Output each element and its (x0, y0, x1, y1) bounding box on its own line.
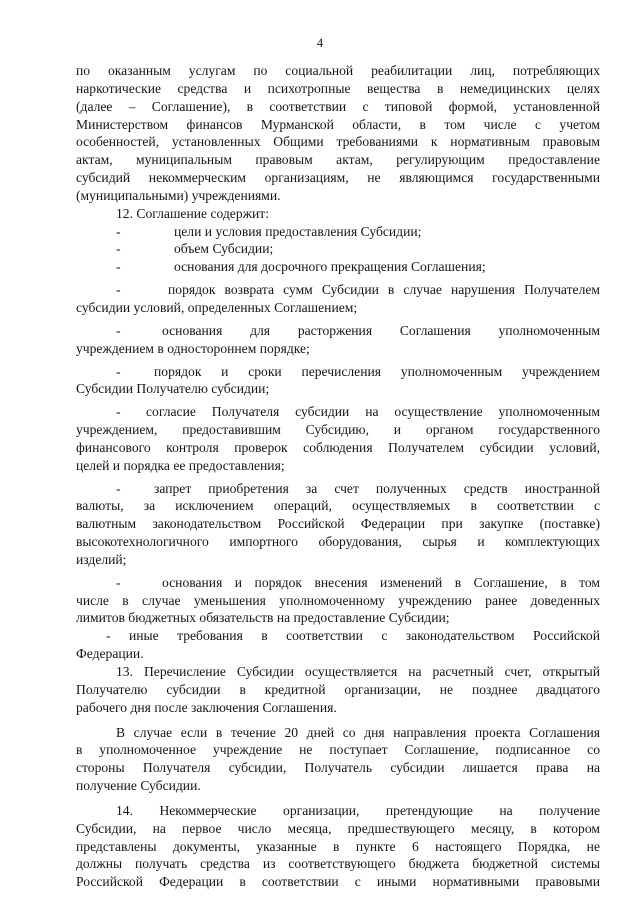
dash-marker: - (116, 322, 121, 338)
list-item-text: согласие Получателя субсидии на осуществление уполномоченным (146, 404, 600, 420)
page-number: 4 (316, 36, 324, 50)
dash-marker: - (116, 480, 121, 496)
text-line: особенностей, установленных Общими требованиями к нормативным правовым (76, 134, 600, 150)
text-line: получение Субсидии. (76, 778, 201, 794)
text-line: Российской Федерации в соответствии с иными нормативными правовыми (76, 874, 600, 890)
text-line: В случае если в течение 20 дней со дня направления проекта Соглашения (116, 724, 600, 740)
text-line: валюты, за исключением операций, осуществляемых в соответствии с (76, 498, 600, 514)
text-line: числе в случае уменьшения уполномоченному учреждению ранее доведенных (76, 592, 600, 608)
text-line: субсидий некоммерческим организациям, не являющимся государственными (76, 170, 600, 186)
text-line: высокотехнологичного импортного оборудования, сырья и комплектующих (76, 534, 600, 550)
text-line: Получателю субсидии в кредитной организации, не позднее двадцатого (76, 681, 600, 697)
list-item-text: основания и порядок внесения изменений в Соглашение, в том (162, 574, 600, 590)
text-line (106, 627, 600, 645)
text-line (116, 363, 600, 381)
list-item-text: объем Субсидии; (174, 241, 274, 257)
text-line: представлены документы, указанные в пункте 6 настоящего Порядка, не (76, 838, 600, 854)
dash-marker: - (116, 259, 121, 275)
text-line (116, 403, 600, 421)
text-line: 13. Перечисление Субсидии осуществляется на расчетный счет, открытый (116, 664, 600, 679)
list-item-text: цели и условия предоставления Субсидии; (174, 223, 422, 239)
text-line: валютным законодательством Российской Федерации при закупке (поставке) (76, 516, 600, 532)
text-line: (муниципальными) учреждениями. (76, 187, 281, 203)
text-line: по оказанным услугам по социальной реабилитации лиц, потребляющих (76, 63, 600, 78)
text-line: учреждением в одностороннем порядке; (76, 340, 310, 356)
list-item (116, 258, 600, 276)
text-line: в уполномоченное учреждение не поступает Соглашение, подписанное со (76, 742, 600, 758)
clause-13-second-paragraph (76, 724, 600, 795)
text-line (116, 480, 600, 498)
dash-marker: - (116, 574, 121, 590)
list-item-text: основания для досрочного прекращения Соглашения; (174, 259, 486, 275)
text-line: изделий; (76, 551, 127, 567)
list-item (76, 403, 600, 474)
dash-marker: - (116, 363, 121, 379)
text-line: (далее – Соглашение), в соответствии с типовой формой, установленной (76, 98, 600, 114)
text-line: целей и порядка ее предоставления; (76, 457, 285, 473)
text-line: лимитов бюджетных обязательств на предоставление Субсидии; (76, 610, 450, 626)
list-item-text: основания для расторжения Соглашения уполномоченным (162, 322, 600, 338)
text-line: субсидии условий, определенных Соглашением; (76, 299, 358, 315)
list-item-text: иные требования в соответствии с законодательством Российской (128, 628, 600, 644)
text-line: Субсидии Получателю субсидии; (76, 381, 270, 397)
text-line (116, 574, 600, 592)
document-body (76, 62, 600, 891)
dash-marker: - (116, 404, 121, 420)
text-line: финансового контроля проверок соблюдения Получателем субсидии условий, (76, 439, 600, 455)
text-line: Министерством финансов Мурманской области, в том числе с учетом (76, 116, 600, 132)
list-item (76, 480, 600, 569)
text-line: наркотические средства и психотропные вещества в немедицинских целях (76, 80, 600, 96)
dash-marker: - (116, 241, 121, 257)
text-line: Федерации. (76, 646, 144, 662)
text-line: стороны Получателя субсидии, Получатель субсидии лишается права на (76, 760, 600, 776)
dash-marker: - (116, 223, 121, 239)
text-line (116, 281, 600, 299)
list-item (76, 322, 600, 358)
text-line: актам, муниципальным правовым актам, регулирующим предоставление (76, 152, 600, 168)
list-item (116, 223, 600, 241)
dash-marker: - (116, 282, 121, 298)
clause-12-heading: 12. Соглашение содержит: (116, 205, 270, 221)
text-line: 14. Некоммерческие организации, претендующие на получение (116, 802, 600, 818)
text-line: должны получать средства из соответствующего бюджета бюджетной системы (76, 856, 600, 872)
text-line: рабочего дня после заключения Соглашения. (76, 699, 337, 715)
intro-paragraph (76, 62, 600, 205)
dash-marker: - (106, 628, 111, 644)
list-item (116, 240, 600, 258)
clause-13 (76, 663, 600, 717)
clause-12 (76, 205, 600, 663)
text-line (116, 322, 600, 340)
list-item-text: порядок возврата сумм Субсидии в случае нарушения Получателем (168, 282, 600, 298)
list-item-text: порядок и сроки перечисления уполномоченным учреждением (154, 363, 600, 379)
list-item (76, 627, 600, 663)
clause-14 (76, 802, 600, 891)
text-line: Субсидии, на первое число месяца, предшествующего месяцу, в котором (76, 820, 600, 836)
list-item (76, 363, 600, 399)
text-line: учреждением, предоставившим Субсидию, и органом государственного (76, 422, 600, 438)
list-item (76, 574, 600, 628)
list-item (76, 281, 600, 317)
list-item-text: запрет приобретения за счет полученных средств иностранной (154, 480, 600, 496)
